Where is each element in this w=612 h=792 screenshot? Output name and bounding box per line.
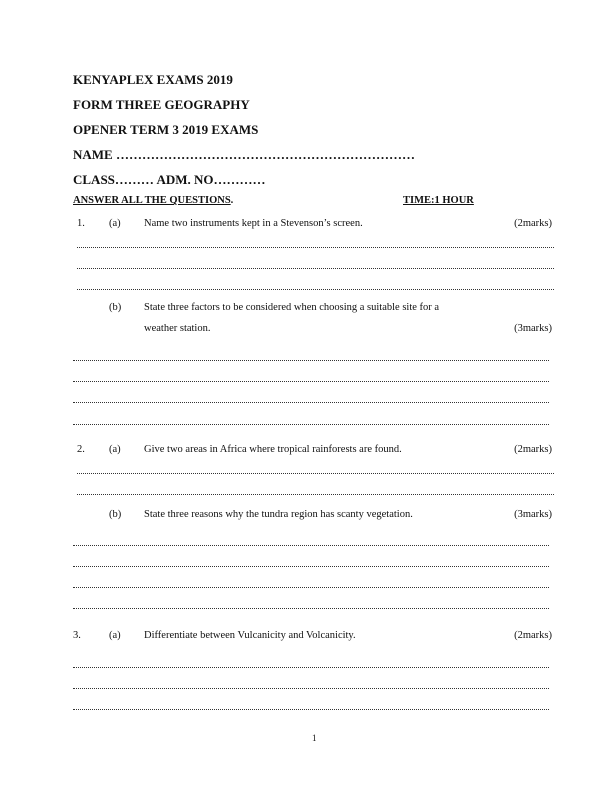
instruction-answer-all [73, 195, 233, 206]
answer-line[interactable] [73, 360, 549, 361]
question-2b-label: (b) [109, 509, 122, 520]
answer-line[interactable] [73, 402, 549, 403]
exam-term-title: OPENER TERM 3 2019 EXAMS [73, 122, 259, 137]
question-2a-label: (a) [109, 444, 121, 455]
question-3a-marks: (2marks) [514, 630, 552, 641]
answer-line[interactable] [77, 268, 554, 269]
answer-line[interactable] [77, 289, 554, 290]
answer-line[interactable] [73, 667, 549, 668]
question-1b-text-line1: State three factors to be considered when choosing a suitable site for a [144, 302, 440, 313]
question-1-number: 1. [77, 218, 85, 229]
question-1a-marks: (2marks) [514, 218, 552, 229]
answer-line[interactable] [73, 545, 549, 546]
answer-line[interactable] [77, 494, 554, 495]
answer-line[interactable] [73, 608, 549, 609]
answer-line[interactable] [73, 709, 549, 710]
exam-subject-title: FORM THREE GEOGRAPHY [73, 97, 250, 112]
question-1b-label: (b) [109, 302, 122, 313]
exam-provider-title: KENYAPLEX EXAMS 2019 [73, 72, 233, 87]
class-adm-field-line: CLASS……… ADM. NO………… [73, 172, 266, 187]
answer-all-period: . [230, 195, 234, 206]
question-2a-text: Give two areas in Africa where tropical rainforests are found. [144, 444, 402, 455]
answer-line[interactable] [73, 587, 549, 588]
time-allowed: TIME:1 HOUR [403, 195, 474, 206]
question-3a-text: Differentiate between Vulcanicity and Volcanicity. [144, 630, 356, 641]
answer-line[interactable] [73, 424, 549, 425]
answer-line[interactable] [77, 473, 554, 474]
question-2b-marks: (3marks) [514, 509, 552, 520]
name-field-line: NAME …………………………………………………………… [73, 147, 415, 162]
question-2b-text: State three reasons why the tundra region has scanty vegetation. [144, 509, 413, 520]
question-1a-text: Name two instruments kept in a Stevenson’s screen. [144, 218, 363, 229]
question-1b-marks: (3marks) [514, 323, 552, 334]
question-2a-marks: (2marks) [514, 444, 552, 455]
question-3a-label: (a) [109, 630, 121, 641]
answer-line[interactable] [73, 566, 549, 567]
answer-line[interactable] [77, 247, 554, 248]
answer-line[interactable] [73, 688, 549, 689]
question-2-number: 2. [77, 444, 85, 455]
page-number: 1 [312, 733, 317, 743]
answer-line[interactable] [73, 381, 549, 382]
question-1b-text-line2: weather station. [144, 323, 211, 334]
question-1a-label: (a) [109, 218, 121, 229]
answer-all-text: ANSWER ALL THE QUESTIONS [73, 195, 231, 206]
question-3-number: 3. [73, 630, 81, 641]
